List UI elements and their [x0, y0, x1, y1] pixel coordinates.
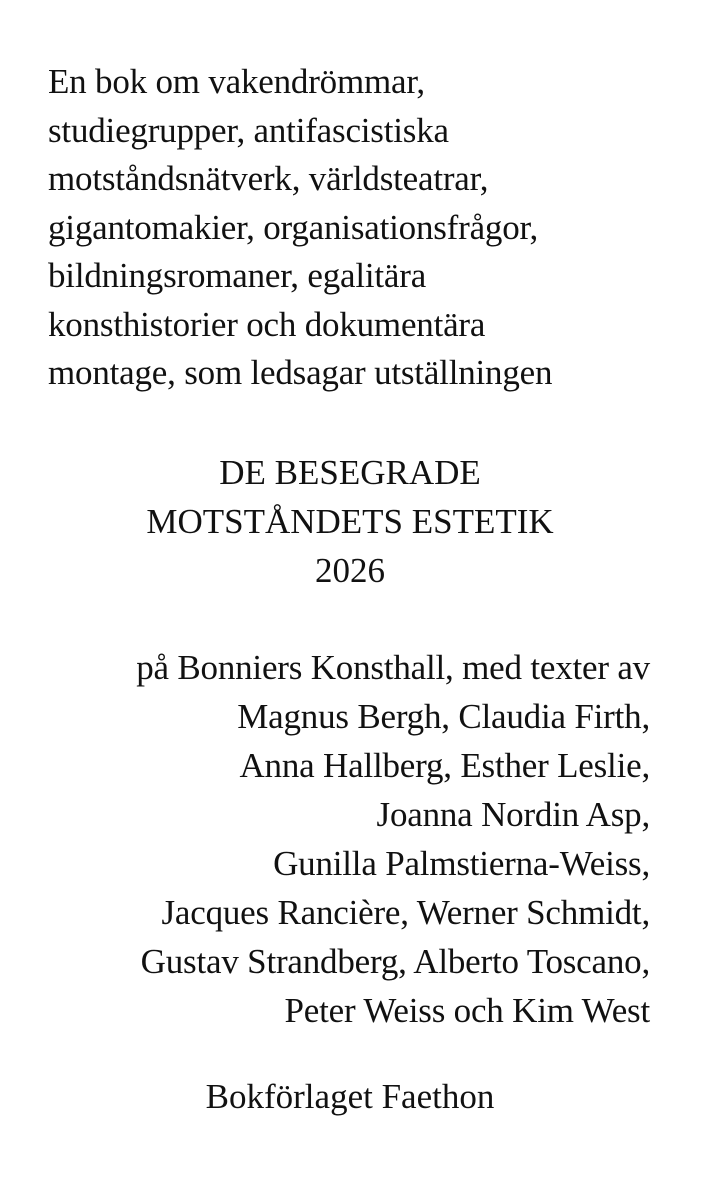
- credits-line: Gunilla Palmstierna-Weiss,: [273, 844, 650, 883]
- exhibition-title: [0, 448, 700, 595]
- credits-line: Gustav Strandberg, Alberto Toscano,: [140, 942, 650, 981]
- publisher-name: Bokförlaget Faethon: [205, 1077, 495, 1116]
- intro-line: bildningsromaner, egalitära: [48, 256, 427, 295]
- credits-line: Anna Hallberg, Esther Leslie,: [239, 746, 650, 785]
- credits-line: Joanna Nordin Asp,: [376, 795, 650, 834]
- title-line: MOTSTÅNDETS ESTETIK: [146, 502, 554, 541]
- title-line: DE BESEGRADE: [219, 453, 481, 492]
- intro-paragraph: [48, 58, 688, 398]
- credits-line: Peter Weiss och Kim West: [284, 991, 650, 1030]
- intro-line: montage, som ledsagar utställningen: [48, 353, 553, 392]
- title-year: 2026: [315, 551, 385, 590]
- contributors-paragraph: [10, 643, 650, 1035]
- intro-line: gigantomakier, organisationsfrågor,: [48, 207, 539, 247]
- credits-line: på Bonniers Konsthall, med texter av: [136, 648, 650, 687]
- intro-line: motståndsnätverk, världsteatrar,: [48, 159, 489, 198]
- credits-line: Magnus Bergh, Claudia Firth,: [237, 697, 650, 736]
- credits-line: Jacques Rancière, Werner Schmidt,: [161, 893, 650, 932]
- intro-line: konsthistorier och dokumentära: [48, 304, 486, 344]
- intro-line: En bok om vakendrömmar,: [48, 62, 425, 101]
- intro-line: studiegrupper, antifascistiska: [48, 110, 449, 150]
